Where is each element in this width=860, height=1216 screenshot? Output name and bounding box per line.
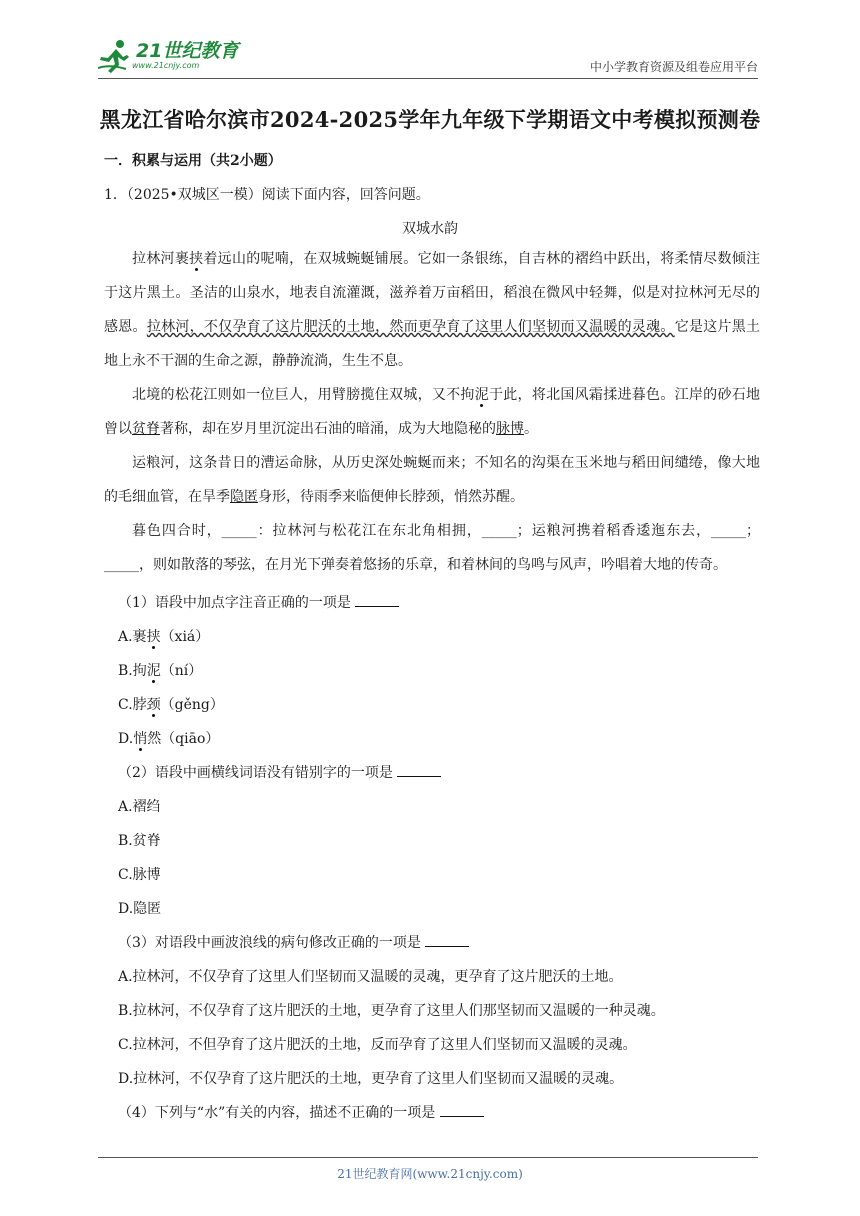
question-stem: 1．（2025•双城区一模）阅读下面内容，回答问题。 [104, 187, 430, 203]
site-logo [98, 36, 238, 76]
wavy-sentence: 拉林河，不仅孕育了这片肥沃的土地，然而更孕育了这里人们坚韧而又温暖的灵魂。 [146, 319, 675, 335]
option-1a: A.裹挟（xiá） [118, 629, 210, 645]
option-2d: D.隐匿 [118, 901, 162, 917]
page-header [98, 36, 758, 79]
footer-divider [98, 1157, 758, 1158]
section-heading: 一．积累与运用（共2小题） [104, 153, 282, 169]
dotted-char: 挟 [189, 251, 204, 267]
sub-question-1: （1）语段中加点字注音正确的一项是 [118, 592, 399, 612]
passage-paragraph-2: 北境的松花江则如一位巨人，用臂膀揽住双城，又不拘泥于此，将北国风霜揉进暮色。江岸的砂石地曾以贫脊著称，却在岁月里沉淀出石油的暗涌，成为大地隐秘的脉博。 [104, 387, 761, 437]
option-2a: A.褶绉 [118, 799, 161, 815]
option-3c: C.拉林河，不但孕育了这片肥沃的土地，反而孕育了这里人们坚韧而又温暖的灵魂。 [118, 1037, 637, 1053]
logo-url: www.21cnjy.com [132, 61, 200, 70]
sub-question-4: （4）下列与“水”有关的内容，描述不正确的一项是 [118, 1102, 484, 1122]
underlined-word: 贫脊 [132, 421, 160, 437]
option-2b: B.贫脊 [118, 833, 161, 849]
fill-blank: _____ [481, 523, 517, 539]
platform-label: 中小学教育资源及组卷应用平台 [589, 60, 758, 74]
answer-blank [355, 594, 399, 607]
underlined-word: 隐匿 [230, 489, 258, 505]
option-1b: B.拘泥（ní） [118, 663, 203, 679]
logo-text: 21世纪教育 [136, 40, 239, 62]
sub-question-2: （2）语段中画横线词语没有错别字的一项是 [118, 762, 441, 782]
passage-paragraph-4: 暮色四合时，_____：拉林河与松花江在东北角相拥，_____；运粮河携着稻香逶迤东去，_____；_____，则如散落的琴弦，在月光下弹奏着悠扬的乐章，和着林间的鸟鸣与风声，吟唱着大地的传奇。 [104, 523, 761, 573]
option-1d: D.悄然（qiāo） [118, 731, 220, 747]
option-3d: D.拉林河，不仅孕育了这片肥沃的土地，更孕育了这里人们坚韧而又温暖的灵魂。 [118, 1071, 624, 1087]
runner-logo-icon [98, 38, 132, 74]
underlined-word: 脉博 [496, 421, 524, 437]
option-1c: C.脖颈（gěng） [118, 697, 224, 713]
footer-link[interactable]: 21世纪教育网(www.21cnjy.com) [337, 1167, 523, 1181]
passage-title: 双城水韵 [402, 221, 458, 237]
fill-blank: _____ [221, 523, 257, 539]
fill-blank: _____ [104, 557, 139, 573]
passage-paragraph-3: 运粮河，这条昔日的漕运命脉，从历史深处蜿蜒而来；不知名的沟渠在玉米地与稻田间缱绻，像大地的毛细血管，在旱季隐匿身形，待雨季来临便伸长脖颈，悄然苏醒。 [104, 455, 760, 505]
dotted-char: 泥 [474, 387, 489, 403]
answer-blank [425, 934, 469, 947]
option-3a: A.拉林河，不仅孕育了这里人们坚韧而又温暖的灵魂，更孕育了这片肥沃的土地。 [118, 969, 623, 985]
option-3b: B.拉林河，不仅孕育了这片肥沃的土地，更孕育了这里人们那坚韧而又温暖的一种灵魂。 [118, 1003, 665, 1019]
page-title: 黑龙江省哈尔滨市2024-2025学年九年级下学期语文中考模拟预测卷 [99, 107, 761, 132]
answer-blank [397, 764, 441, 777]
answer-blank [440, 1104, 484, 1117]
sub-question-3: （3）对语段中画波浪线的病句修改正确的一项是 [118, 932, 469, 952]
passage-paragraph-1: 拉林河裹挟着远山的呢喃，在双城蜿蜒铺展。它如一条银练，自吉林的褶绉中跃出，将柔情尽数倾注于这片黑土。圣洁的山泉水，地表自流灌溉，滋养着万亩稻田，稻浪在微风中轻舞，似是对拉林河无尽的感恩。拉林河，不仅孕育了这片肥沃的土地，然而更孕育了这里人们坚韧而又温暖的灵魂。它是这片黑土地上永不干涸的生命之源，静静流淌，生生不息。 [104, 251, 761, 369]
option-2c: C.脉博 [118, 867, 161, 883]
fill-blank: _____ [711, 523, 747, 539]
